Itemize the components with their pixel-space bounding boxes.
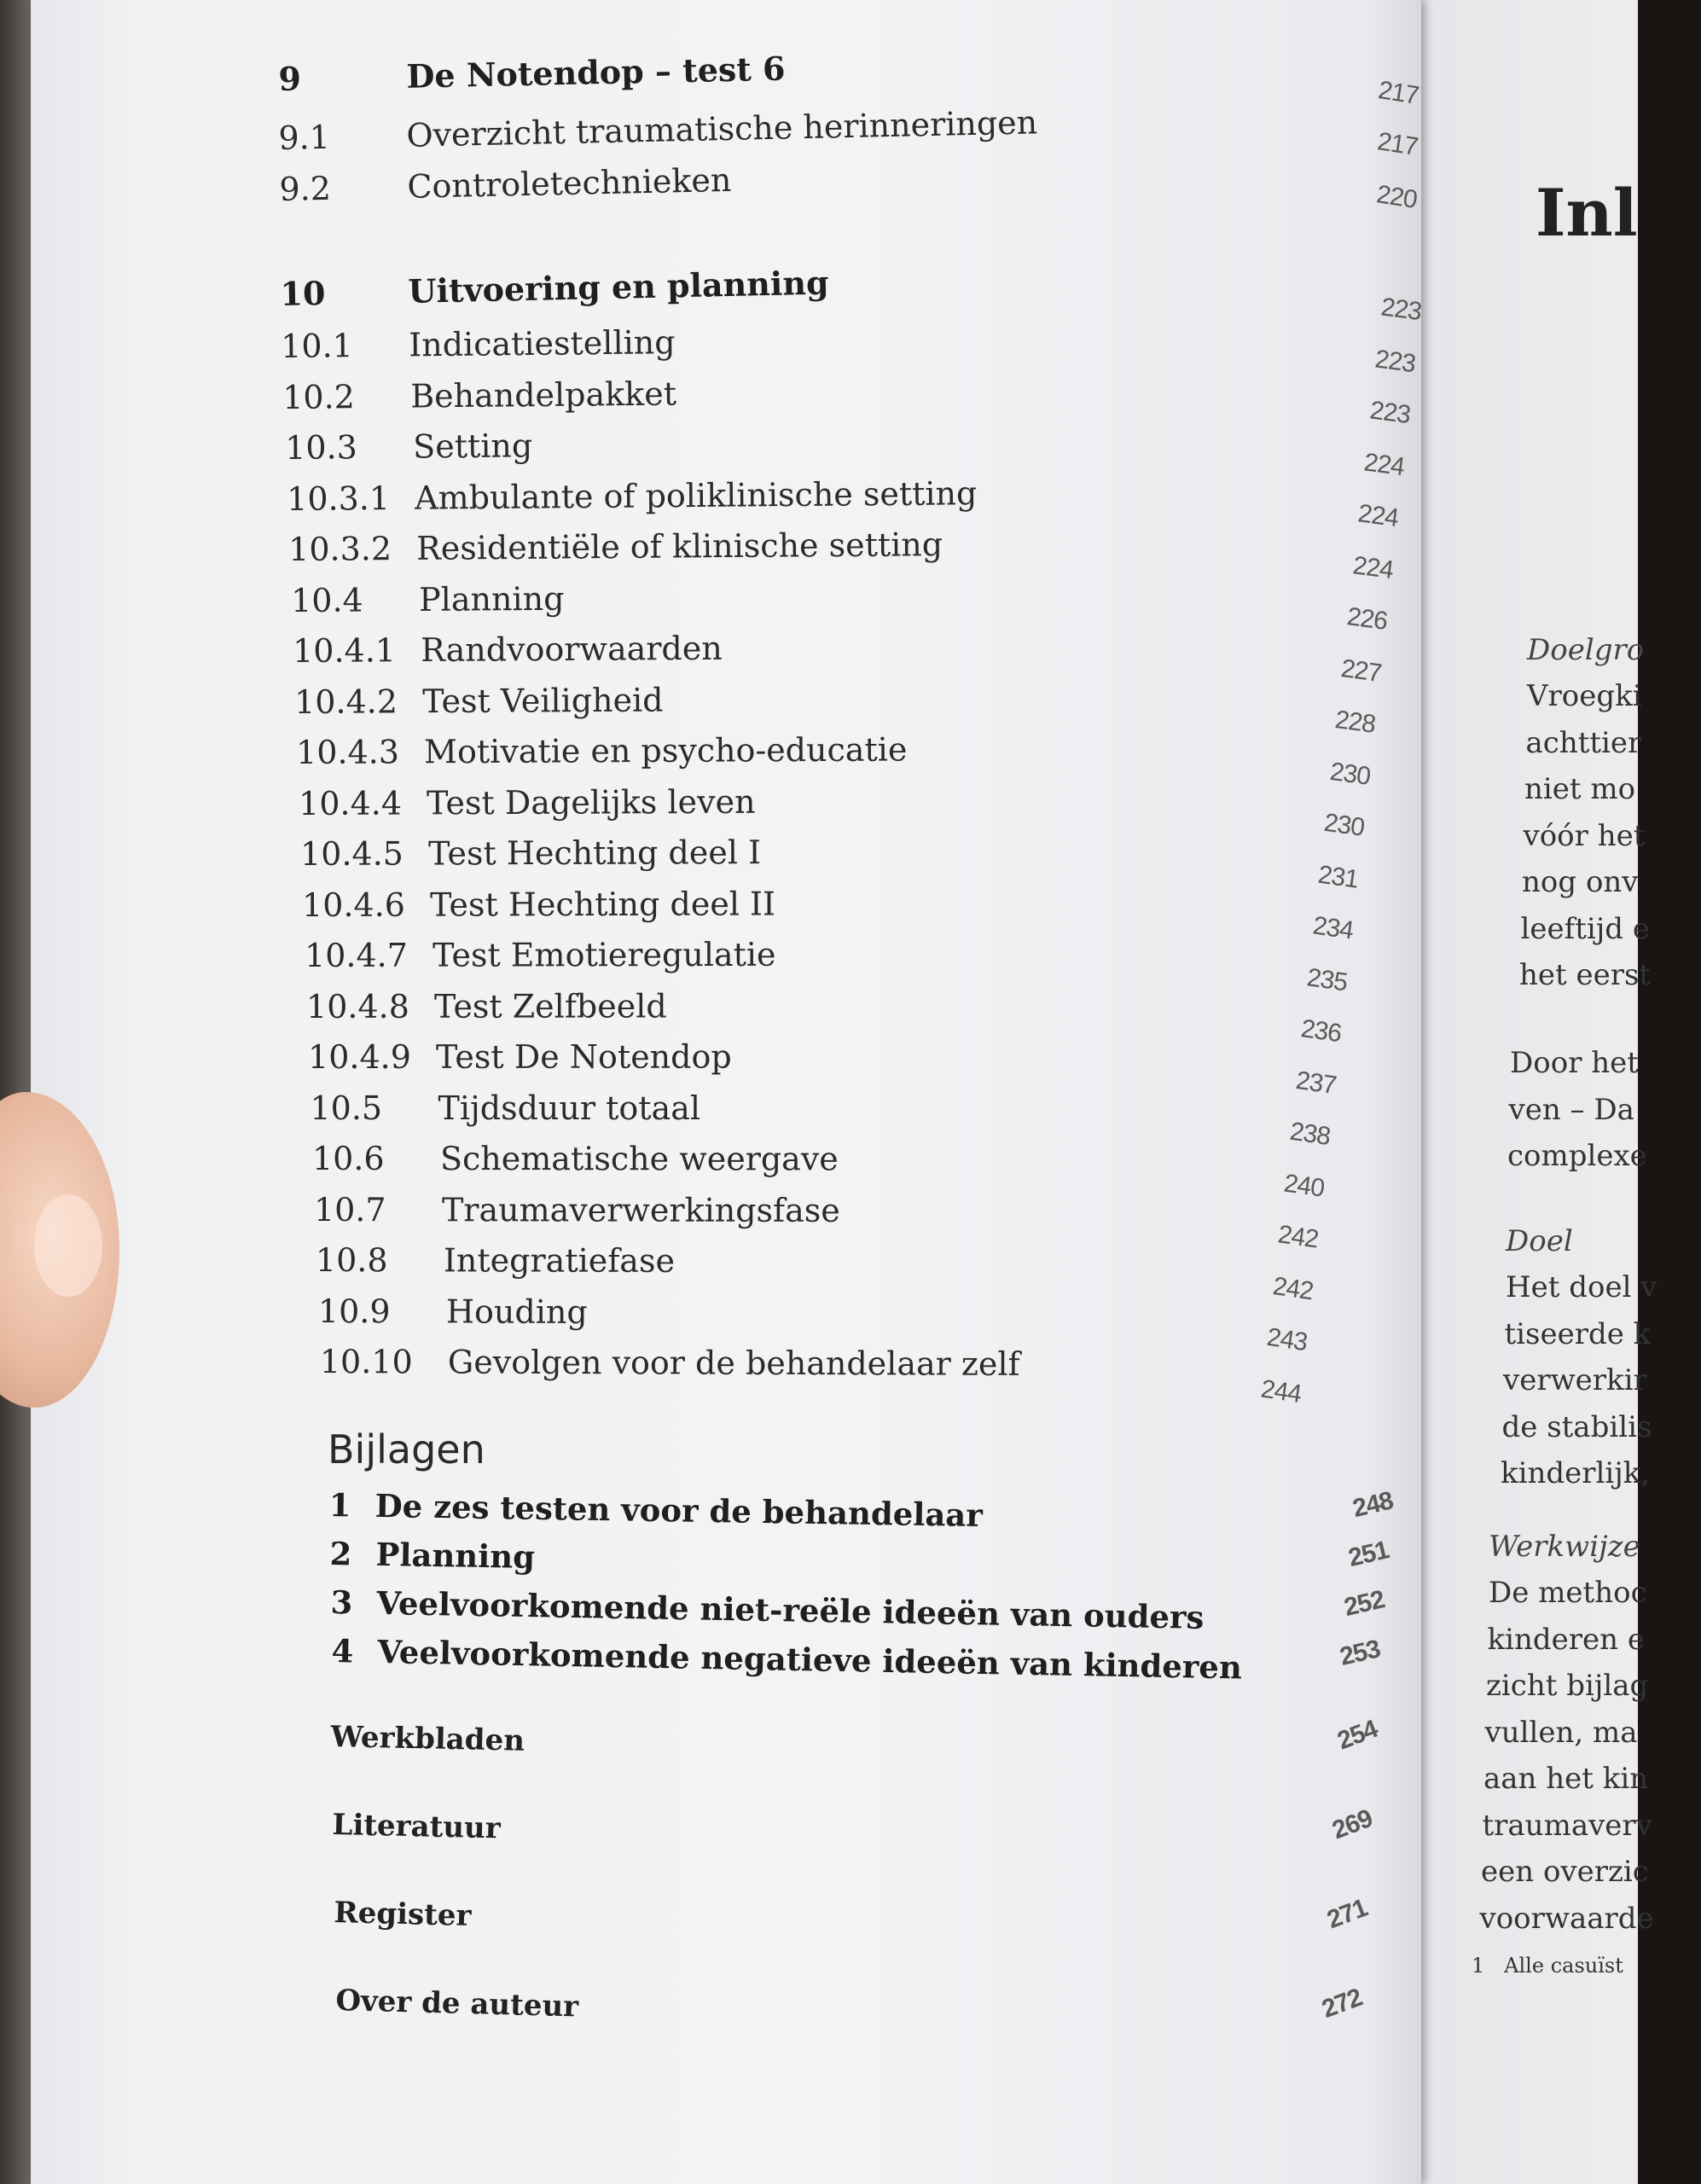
right-body-line: De methoc: [1489, 1576, 1647, 1610]
toc-title: Tijdsduur totaal: [438, 1089, 701, 1127]
toc-title: Randvoorwaarden: [420, 629, 723, 670]
right-body-line: aan het kin: [1483, 1762, 1649, 1796]
bijlage-page-number: 248: [1350, 1486, 1396, 1524]
right-body-line: niet mo: [1524, 772, 1636, 806]
toc-title: Overzicht traumatische herinneringen: [405, 103, 1038, 154]
toc-title: Uitvoering en planning: [407, 263, 829, 311]
bijlage-title: Veelvoorkomende negatieve ideeën van kinderen: [377, 1632, 1243, 1687]
toc-number: 10: [280, 273, 326, 313]
toc-page-number: 224: [1356, 499, 1401, 533]
toc-page-number: 217: [1375, 127, 1420, 161]
bijlage-number: 2: [329, 1535, 352, 1573]
toc-page-number: 242: [1276, 1220, 1321, 1254]
toc-entry-10-10: [300, 808, 1665, 880]
toc-title: Test De Notendop: [436, 1037, 732, 1076]
toc-number: 10.4: [290, 580, 363, 619]
toc-page-number: 235: [1304, 962, 1350, 996]
footnote-number: 1: [1472, 1954, 1485, 1978]
toc-title: Residentiële of klinische setting: [416, 526, 943, 567]
toc-page-number: 223: [1373, 344, 1418, 378]
toc-title: Indicatiestelling: [408, 323, 676, 364]
toc-page-number: 242: [1270, 1271, 1315, 1305]
toc-number: 10.5: [310, 1089, 383, 1127]
right-body-line: een overzic: [1481, 1855, 1649, 1889]
toc-page-number: 231: [1316, 860, 1361, 894]
toc-page-number: 234: [1310, 911, 1355, 945]
backmatter-title: Over de auteur: [334, 1984, 579, 2024]
toc-title: Behandelpakket: [410, 374, 677, 415]
toc-number: 10.3.2: [288, 530, 392, 568]
right-body-line: achttier: [1525, 725, 1642, 760]
toc-number: 9.1: [278, 118, 331, 157]
bijlagen-heading: Bijlagen: [328, 1426, 485, 1472]
toc-number: 10.3.1: [286, 479, 391, 518]
right-body-line: kinderen e: [1487, 1622, 1645, 1657]
toc-entry-10-9: [298, 757, 1663, 829]
toc-number: 10.4.5: [300, 834, 404, 873]
bijlage-number: 3: [330, 1583, 353, 1622]
toc-title: Test Veiligheid: [422, 681, 664, 720]
footnote-text: Alle casuïst: [1504, 1954, 1623, 1978]
toc-entry-10-15: [310, 1066, 1675, 1134]
bijlage-page-number: 251: [1345, 1536, 1391, 1573]
bijlage-page-number: 252: [1341, 1585, 1387, 1623]
toc-number: 10.10: [319, 1343, 413, 1381]
toc-number: 10.4.8: [305, 987, 409, 1025]
toc-number: 10.2: [282, 377, 356, 416]
backmatter-title: Literatuur: [332, 1808, 502, 1846]
toc-number: 9.2: [279, 169, 332, 208]
bijlage-title: De zes testen voor de behandelaar: [374, 1486, 984, 1535]
toc-page-number: 237: [1293, 1066, 1338, 1100]
right-body-line: tiseerde k: [1504, 1316, 1652, 1351]
toc-title: Houding: [445, 1292, 588, 1331]
toc-title: Motivatie en psycho-educatie: [424, 730, 908, 771]
right-body-line: Het doel v: [1506, 1270, 1657, 1304]
toc-number: 10.6: [311, 1140, 385, 1178]
toc-number: 10.4.3: [296, 733, 400, 771]
toc-page-number: 220: [1374, 180, 1419, 214]
toc-title: Test Dagelijks leven: [426, 782, 756, 822]
toc-number: 10.4.4: [298, 783, 402, 822]
right-body-line: vullen, ma: [1484, 1715, 1638, 1750]
left-page-toc: [31, 0, 1421, 2184]
toc-entry-10-6: [292, 602, 1657, 677]
toc-title: De Notendop – test 6: [405, 49, 786, 96]
backmatter-title: Werkbladen: [330, 1720, 525, 1758]
toc-title: Planning: [418, 579, 565, 619]
toc-page-number: 224: [1361, 447, 1406, 481]
right-body-line: complexe: [1507, 1139, 1647, 1173]
right-section-title: Doelgro: [1527, 633, 1645, 667]
toc-page-number: 243: [1264, 1322, 1309, 1357]
toc-page-number: 227: [1339, 653, 1384, 688]
toc-entry-10-17: [314, 1168, 1679, 1237]
toc-page-number: 226: [1344, 602, 1389, 636]
right-body-line: zicht bijlag: [1486, 1669, 1649, 1703]
right-body-line: verwerkir: [1503, 1363, 1647, 1397]
toc-page-number: 217: [1376, 76, 1421, 110]
toc-entry-10-18: [316, 1220, 1681, 1288]
toc-number: 9: [278, 59, 302, 98]
toc-number: 10.7: [314, 1190, 386, 1228]
toc-title: Test Hechting deel I: [427, 834, 762, 873]
right-body-line: voorwaarde: [1479, 1901, 1654, 1936]
toc-title: Traumaverwerkingsfase: [442, 1190, 840, 1229]
bijlage-title: Veelvoorkomende niet-reële ideeën van ouders: [376, 1583, 1205, 1636]
right-body-line: traumaverv: [1482, 1808, 1652, 1843]
toc-page-number: 244: [1259, 1374, 1303, 1409]
right-body-line: ven – Da: [1508, 1092, 1634, 1127]
right-body-line: Door het: [1510, 1046, 1639, 1080]
toc-number: 10.4.9: [308, 1037, 412, 1076]
toc-title: Schematische weergave: [439, 1140, 839, 1178]
bijlage-number: 1: [328, 1486, 351, 1525]
toc-title: Ambulante of poliklinische setting: [414, 473, 978, 517]
toc-page-number: 230: [1322, 808, 1367, 842]
backmatter-title: Register: [334, 1896, 472, 1933]
toc-number: 10.3: [284, 428, 357, 467]
right-body-line: het eerst: [1519, 958, 1652, 992]
backmatter-page-number: 272: [1318, 1983, 1366, 2024]
right-body-line: leeftijd e: [1520, 911, 1650, 946]
toc-page-number: 223: [1367, 396, 1412, 430]
toc-number: 10.4.7: [304, 936, 408, 974]
toc-page-number: 224: [1350, 550, 1395, 584]
toc-entry-10-8: [296, 705, 1661, 778]
bijlage-page-number: 253: [1337, 1635, 1383, 1671]
toc-title: Setting: [412, 427, 532, 466]
toc-page-number: 240: [1282, 1168, 1327, 1203]
toc-entry-10-14: [308, 1014, 1673, 1083]
right-body-line: vóór het: [1523, 818, 1646, 853]
right-section-title: Werkwijze: [1489, 1530, 1640, 1564]
toc-title: Controletechnieken: [406, 160, 732, 206]
toc-title: Test Emotieregulatie: [432, 935, 776, 974]
toc-title: Test Zelfbeeld: [433, 986, 667, 1025]
toc-number: 10.8: [316, 1241, 388, 1280]
toc-entry-10-16: [311, 1117, 1677, 1185]
thumb-nail: [34, 1194, 102, 1297]
toc-number: 10.9: [317, 1292, 391, 1330]
backmatter-page-number: 269: [1328, 1804, 1377, 1845]
toc-title: Test Hechting deel II: [430, 884, 776, 924]
right-section-title: Doel: [1506, 1224, 1573, 1258]
backmatter-page-number: 254: [1333, 1714, 1382, 1756]
toc-title: Gevolgen voor de behandelaar zelf: [447, 1343, 1020, 1383]
right-body-line: Vroegki: [1527, 679, 1642, 713]
bijlage-title: Planning: [375, 1535, 536, 1576]
toc-entry-10-5: [290, 550, 1656, 625]
toc-number: 10.1: [281, 327, 354, 365]
bijlage-number: 4: [331, 1632, 354, 1670]
toc-entry-10-7: [294, 653, 1659, 728]
right-body-line: kinderlijk,: [1501, 1456, 1651, 1490]
toc-page-number: 223: [1379, 293, 1423, 327]
backmatter-page-number: 271: [1323, 1893, 1372, 1935]
toc-page-number: 230: [1327, 757, 1372, 791]
toc-page-number: 228: [1333, 705, 1378, 739]
toc-page-number: 238: [1287, 1117, 1332, 1151]
toc-title: Integratiefase: [444, 1241, 676, 1280]
toc-page-number: 236: [1299, 1014, 1344, 1048]
toc-entry-10-11: [302, 860, 1667, 930]
toc-number: 10.4.6: [302, 886, 406, 924]
toc-number: 10.4.1: [292, 631, 396, 670]
right-body-line: nog onv: [1522, 865, 1639, 899]
right-body-line: de stabilis: [1501, 1409, 1652, 1444]
toc-number: 10.4.2: [294, 682, 398, 721]
right-page-heading: Inl: [1536, 175, 1638, 251]
